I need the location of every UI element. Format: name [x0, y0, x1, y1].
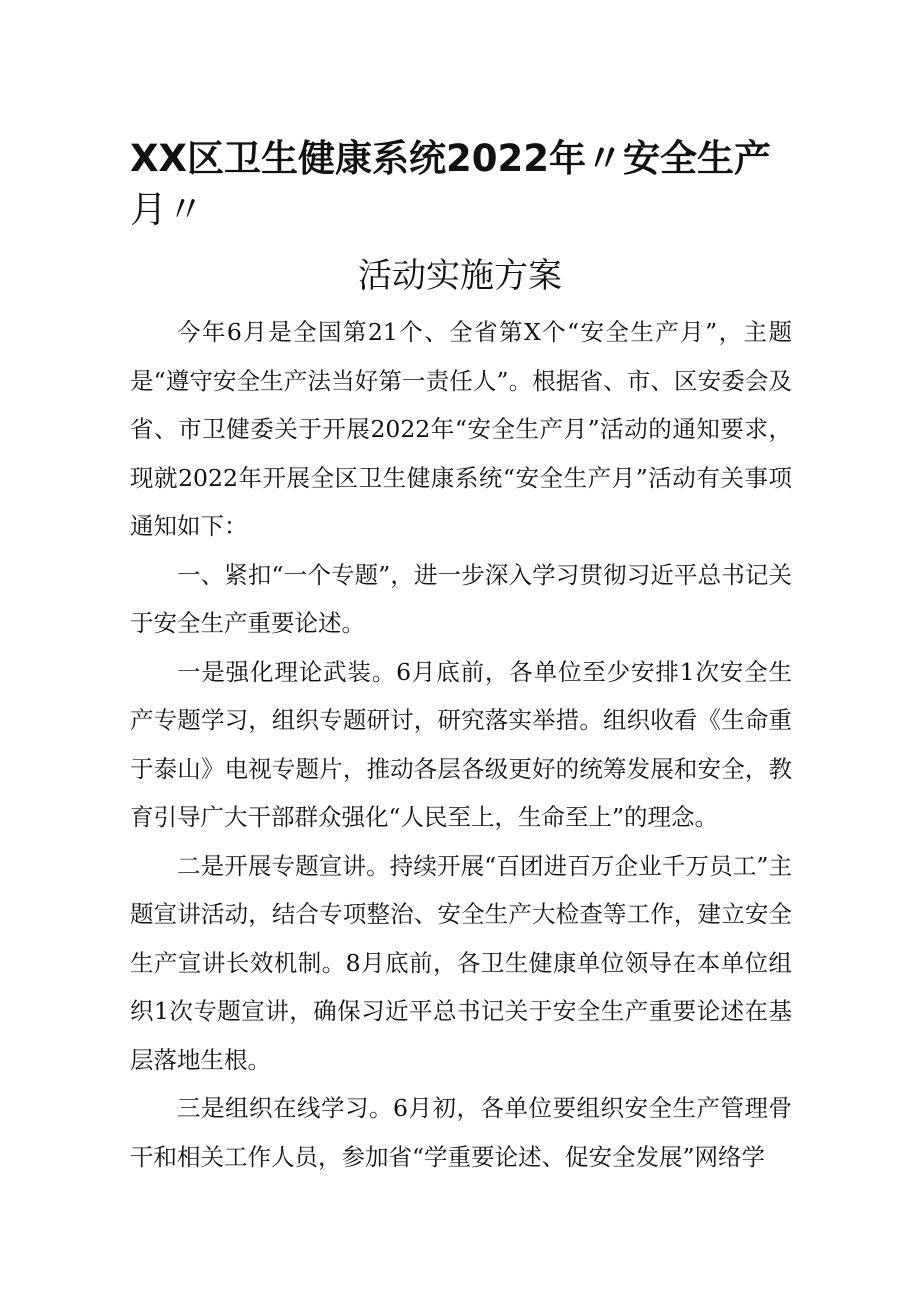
paragraph-item-3: 三是组织在线学习。6月初，各单位要组织安全生产管理骨干和相关工作人员，参加省“学重要论述、促安全发展”网络学: [130, 1094, 792, 1171]
paragraph-section-1-heading: 一、紧扣“一个专题”，进一步深入学习贯彻习近平总书记关于安全生产重要论述。: [130, 560, 792, 637]
document-body: [130, 308, 792, 1181]
document-title-line-1: XX区卫生健康系统2022年〃安全生产: [130, 137, 772, 180]
document-title-line-2: 月〃: [130, 188, 204, 231]
document-subtitle: 活动实施方案: [358, 256, 562, 296]
paragraph-item-1: 一是强化理论武装。6月底前，各单位至少安排1次安全生产专题学习，组织专题研讨，研究落实举措。组织收看《生命重于泰山》电视专题片，推动各层各级更好的统筹发展和安全，教育引导广大干部群众强化“人民至上，生命至上”的理念。: [130, 657, 792, 831]
paragraph-item-2: 二是开展专题宣讲。持续开展“百团进百万企业千万员工”主题宣讲活动，结合专项整治、安全生产大检查等工作，建立安全生产宣讲长效机制。8月底前，各卫生健康单位领导在本单位组织1次专题宣讲，确保习近平总书记关于安全生产重要论述在基层落地生根。: [130, 851, 792, 1074]
paragraph-intro: 今年6月是全国第21个、全省第X个“安全生产月”，主题是“遵守安全生产法当好第一责任人”。根据省、市、区安委会及省、市卫健委关于开展2022年“安全生产月”活动的通知要求，现就2022年开展全区卫生健康系统“安全生产月”活动有关事项通知如下：: [130, 318, 792, 540]
